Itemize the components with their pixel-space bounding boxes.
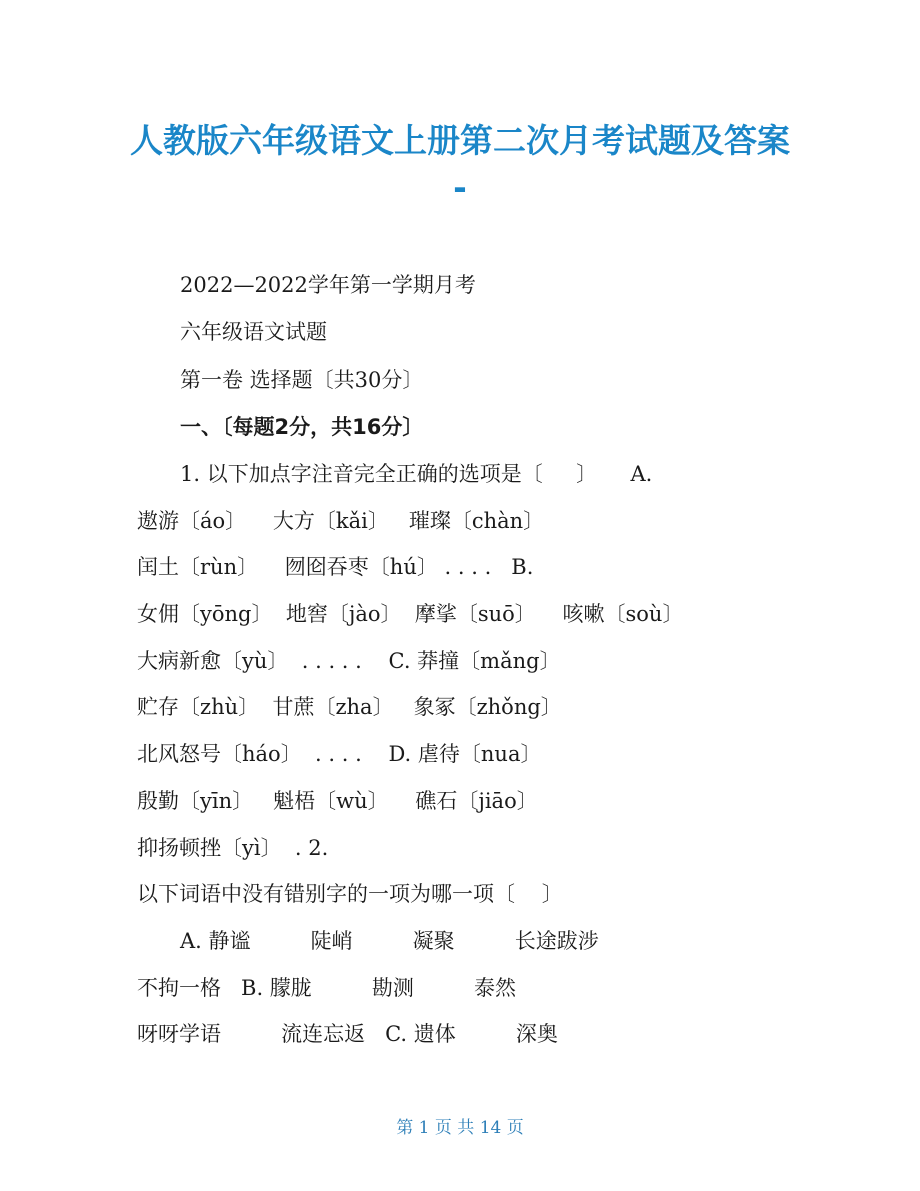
question-1-option-line: 闰土〔rùn〕 囫囵吞枣〔hú〕 . . . . B. [137, 555, 534, 579]
section-heading: 第一卷 选择题〔共30分〕 [180, 368, 424, 392]
question-2-option-line: 不拘一格 B. 朦胧 勘测 泰然 [137, 976, 516, 1000]
page-number: 第 1 页 共 14 页 [396, 1118, 524, 1138]
question-1-option-line: 抑扬顿挫〔yì〕 . 2. [137, 836, 329, 860]
document-title-suffix: - [453, 168, 467, 207]
question-2-stem: 以下词语中没有错别字的一项为哪一项〔 〕 [137, 882, 563, 906]
question-1-option-line: 遨游〔áo〕 大方〔kǎi〕 璀璨〔chàn〕 [137, 509, 545, 533]
question-1-option-line: 贮存〔zhù〕 甘蔗〔zha〕 象冢〔zhǒng〕 [137, 695, 562, 719]
question-2-option-line: A. 静谧 陡峭 凝聚 长途跋涉 [180, 929, 599, 953]
question-1-option-line: 北风怒号〔háo〕 . . . . D. 虐待〔nua〕 [137, 742, 542, 766]
part-heading: 一、〔每题2分，共16分〕 [180, 415, 424, 439]
question-2-option-line: 呀呀学语 流连忘返 C. 遗体 深奥 [137, 1022, 558, 1046]
exam-term-line: 2022—2022学年第一学期月考 [180, 273, 476, 297]
question-1-option-line: 殷勤〔yīn〕 魁梧〔wù〕 礁石〔jiāo〕 [137, 789, 538, 813]
question-1-stem: 1. 以下加点字注音完全正确的选项是〔 〕 A. [180, 462, 653, 486]
document-title: 人教版六年级语文上册第二次月考试题及答案 [130, 121, 790, 160]
exam-subject-line: 六年级语文试题 [180, 320, 327, 344]
question-1-option-line: 大病新愈〔yù〕 . . . . . C. 莽撞〔mǎng〕 [137, 649, 561, 673]
question-1-option-line: 女佣〔yōng〕 地窖〔jào〕 摩挲〔suō〕 咳嗽〔soù〕 [137, 602, 684, 626]
